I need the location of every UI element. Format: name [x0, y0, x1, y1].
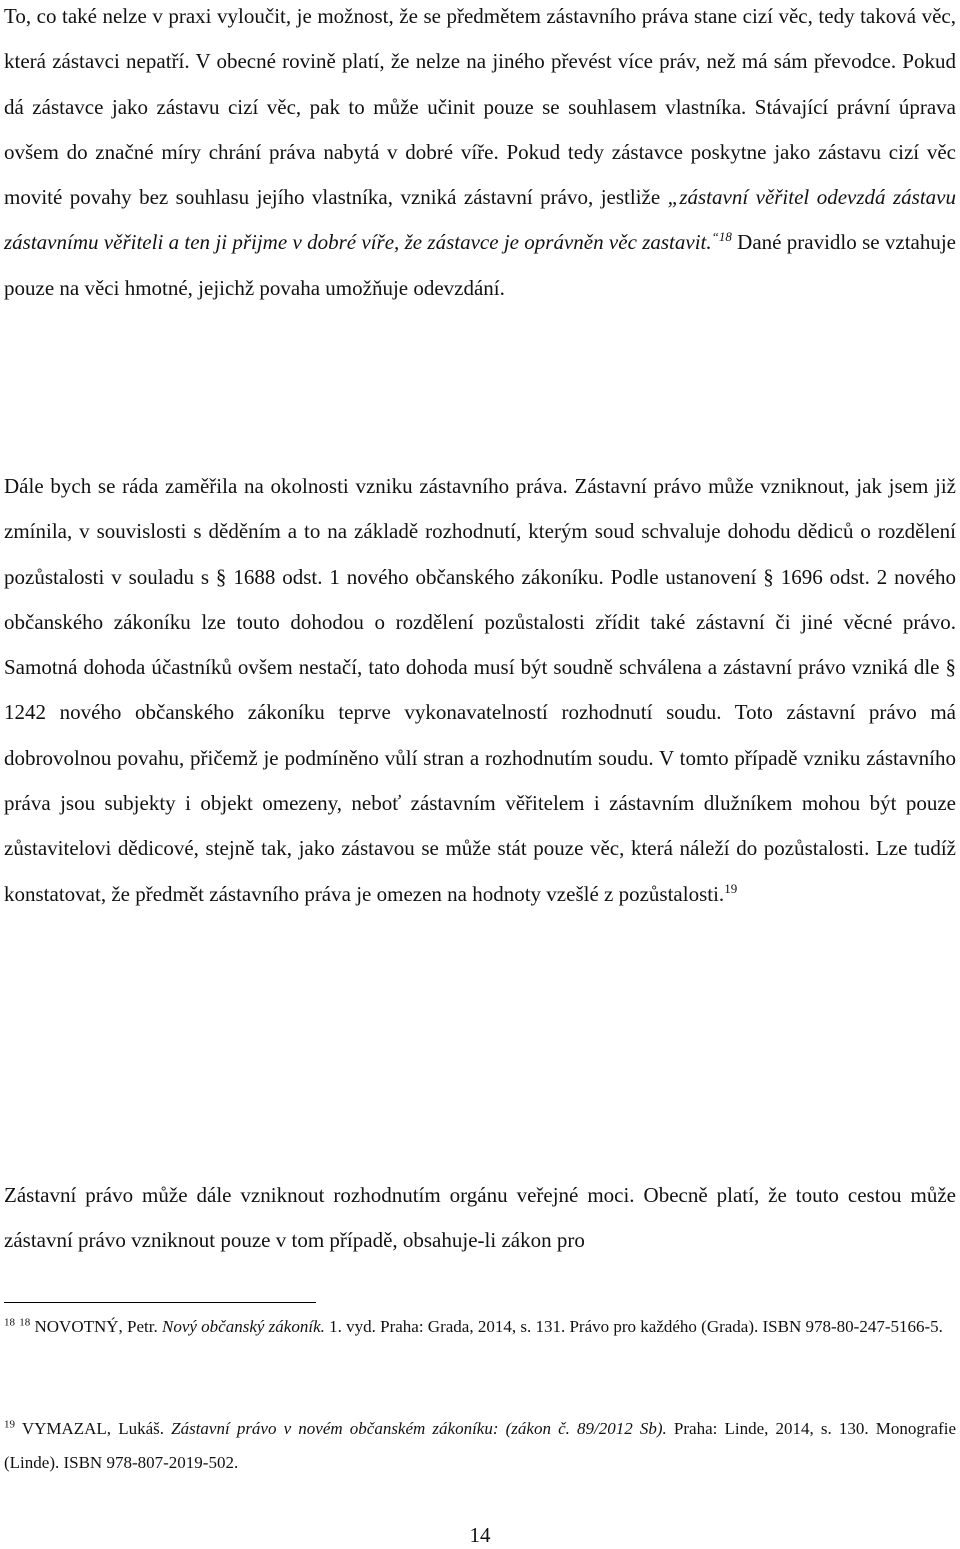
footnote-ref-19: 19: [724, 880, 738, 896]
footnote-19-title: Zástavní právo v novém občanském zákoníku: (zákon č. 89/2012 Sb).: [171, 1419, 667, 1438]
quote-mark: “: [711, 229, 719, 245]
footnote-19-rest: Praha: Linde, 2014, s. 130. Monografie (Linde). ISBN 978-807-2019-502.: [4, 1419, 956, 1472]
page-number: 14: [469, 1523, 491, 1547]
paragraph-1: [4, 0, 956, 311]
footnote-18-title: Nový občanský zákoník.: [162, 1317, 325, 1336]
paragraph-1-text: To, co také nelze v praxi vyloučit, je možnost, že se předmětem zástavního práva stane cizí věc, tedy taková věc, která zástavci nepatří. V obecné rovině platí, že nelze na jiného převést více práv, než má sám převodce. Pokud dá zástavce jako zástavu cizí věc, pak to může učinit pouze se souhlasem vlastníka. Stávající právní úprava ovšem do značné míry chrání práva nabytá v dobré víře. Pokud tedy zástavce poskytne jako zástavu cizí věc movité povahy bez souhlasu jejího vlastníka, vzniká zástavní právo, jestliže: [4, 4, 956, 210]
footnote-ref-18: [712, 229, 732, 244]
footnote-18-number: 18: [4, 1316, 15, 1329]
paragraph-3: [4, 1173, 956, 1264]
footnote-separator: [4, 1302, 316, 1303]
paragraph-1-quote: „zástavní věřitel odevzdá zástavu zástavnímu věřiteli a ten ji přijme v dobré víře, že zástavce je oprávněn věc zastavit.: [4, 185, 956, 255]
paragraph-2-text: Dále bych se ráda zaměřila na okolnosti vzniku zástavního práva. Zástavní právo může vzniknout, jak jsem již zmínila, v souvislosti s děděním a to na základě rozhodnutí, kterým soud schvaluje dohodu dědiců o rozdělení pozůstalosti v souladu s § 1688 odst. 1 nového občanského zákoníku. Podle ustanovení § 1696 odst. 2 nového občanského zákoníku lze touto dohodou o rozdělení pozůstalosti zřídit také zástavní či jiné věcné právo. Samotná dohoda účastníků ovšem nestačí, tato dohoda musí být soudně schválena a zástavní právo vzniká dle § 1242 nového občanského zákoníku teprve vykonavatelností rozhodnutí soudu. Toto zástavní právo má dobrovolnou povahu, přičemž je podmíněno vůlí stran a rozhodnutím soudu. V tomto případě vzniku zástavního práva jsou subjekty i objekt omezeny, neboť zástavním věřitelem i zástavním dlužníkem mohou být pouze zůstavitelovi dědicové, stejně tak, jako zástavou se může stát pouze věc, která náleží do pozůstalosti. Lze tudíž konstatovat, že předmět zástavního práva je omezen na hodnoty vzešlé z pozůstalosti.: [4, 474, 956, 906]
paragraph-2: [4, 464, 956, 917]
footnote-19-number: 19: [4, 1418, 15, 1431]
footnote-18: [4, 1310, 956, 1344]
paragraph-1-tail: Dané pravidlo se vztahuje pouze na věci hmotné, jejichž povaha umožňuje odevzdání.: [4, 230, 956, 300]
footnote-18-rest: 1. vyd. Praha: Grada, 2014, s. 131. Právo pro každého (Grada). ISBN 978-80-247-5166-5.: [324, 1317, 943, 1336]
footnote-19: [4, 1412, 956, 1480]
footnote-19-author: VYMAZAL, Lukáš.: [15, 1419, 172, 1438]
paragraph-3-text: Zástavní právo může dále vzniknout rozhodnutím orgánu veřejné moci. Obecně platí, že touto cestou může zástavní právo vzniknout pouze v tom případě, obsahuje-li zákon pro: [4, 1183, 956, 1253]
footnote-18-number-2: 18: [19, 1316, 31, 1329]
footnote-ref-18-num: 18: [718, 229, 732, 245]
footnote-18-author: NOVOTNÝ, Petr.: [30, 1317, 162, 1336]
